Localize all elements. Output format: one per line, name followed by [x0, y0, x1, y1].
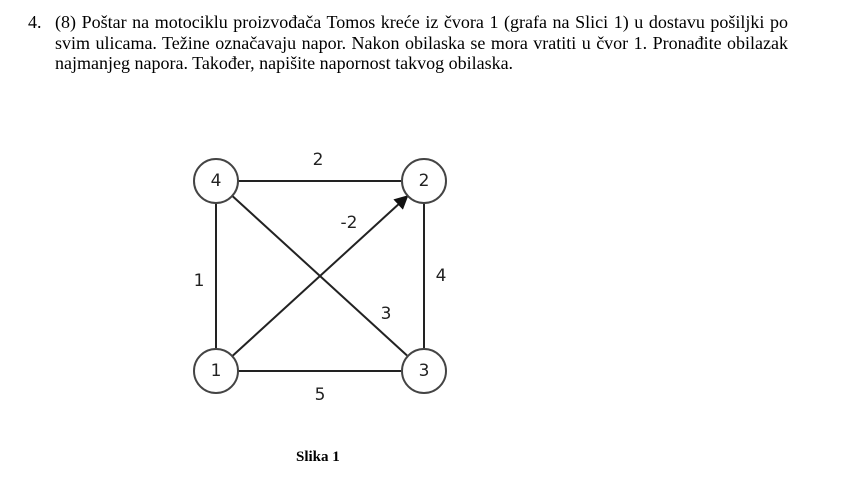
- node-label: 1: [210, 361, 222, 381]
- node-2: [402, 159, 446, 203]
- figure-caption: Slika 1: [296, 449, 340, 465]
- node-label: 4: [210, 171, 222, 191]
- edge-weight-n1-n3: 5: [314, 385, 326, 405]
- node-1: [194, 349, 238, 393]
- problem-number: 4.: [28, 12, 42, 32]
- node-label: 3: [418, 361, 430, 381]
- edge-weight-n2-n3: 4: [435, 266, 447, 286]
- edge-weight-n4-n1: 1: [193, 271, 205, 291]
- node-4: [194, 159, 238, 203]
- edge-weight-n4-n3: 3: [380, 304, 392, 324]
- edge-weight-n4-n2: 2: [312, 150, 324, 170]
- node-3: [402, 349, 446, 393]
- edge-weight-n1-n2: -2: [340, 213, 358, 233]
- problem-text: (8) Poštar na motociklu proizvođača Tomos kreće iz čvora 1 (grafa na Slici 1) u dostavu pošiljki po svim ulicama. Težine označavaju napor. Nakon obilaska se mora vratiti u čvor 1. Pronađite obilazak najmanjeg napora. Također, napišite napornost takvog obilaska.: [55, 12, 788, 73]
- node-label: 2: [418, 171, 430, 191]
